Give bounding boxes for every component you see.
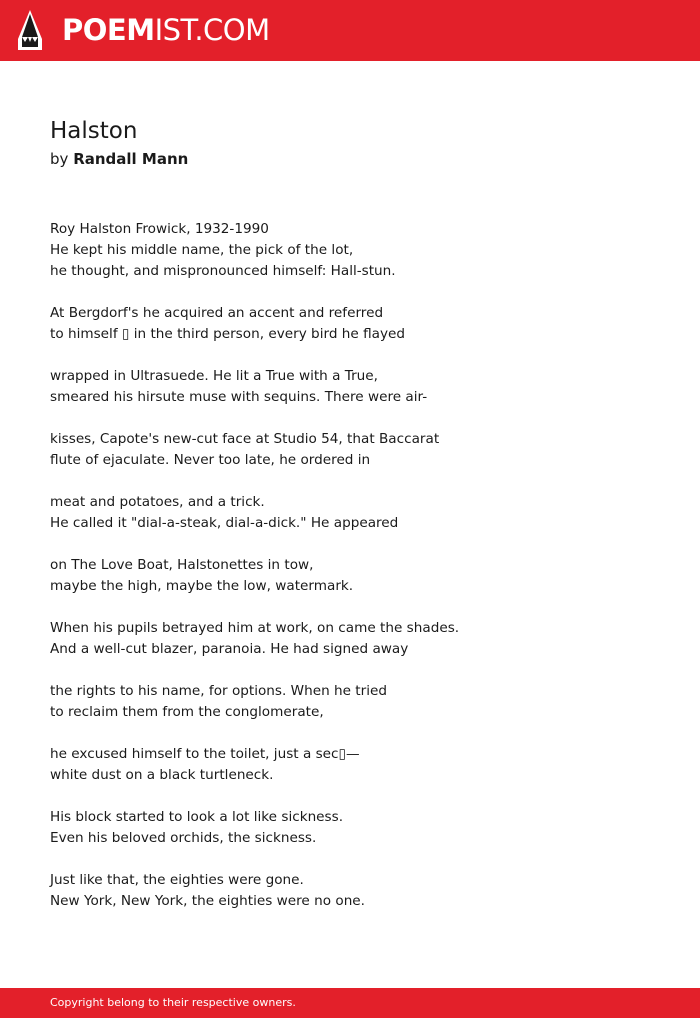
by-label: by <box>50 150 69 168</box>
poem-title: Halston <box>50 118 138 144</box>
poem-line: the rights to his name, for options. When he tried <box>50 683 387 699</box>
poem-line: He called it "dial-a-steak, dial-a-dick." He appeared <box>50 515 399 531</box>
poem-line: New York, New York, the eighties were no one. <box>50 893 365 909</box>
stanza-gap <box>50 849 650 870</box>
poem-line: on The Love Boat, Halstonettes in tow, <box>50 557 314 573</box>
author-name: Randall Mann <box>73 150 189 168</box>
poem-line: maybe the high, maybe the low, watermark. <box>50 578 354 594</box>
poem-line: Just like that, the eighties were gone. <box>50 872 304 888</box>
poem-line: Roy Halston Frowick, 1932-1990 <box>50 221 269 237</box>
copyright-notice: Copyright belong to their respective owners. <box>50 996 296 1009</box>
site-footer <box>0 988 700 1018</box>
stanza-gap <box>50 660 650 681</box>
poem-line: to reclaim them from the conglomerate, <box>50 704 324 720</box>
stanza-gap <box>50 534 650 555</box>
stanza-gap <box>50 408 650 429</box>
stanza-gap <box>50 723 650 744</box>
poem-line: wrapped in Ultrasuede. He lit a True with a True, <box>50 368 378 384</box>
site-header <box>0 0 700 61</box>
poem-line: to himself ▯ in the third person, every bird he flayed <box>50 326 405 342</box>
pencil-tip-icon[interactable] <box>17 9 43 51</box>
stanza-gap <box>50 471 650 492</box>
stanza-gap <box>50 786 650 807</box>
poem-line: Even his beloved orchids, the sickness. <box>50 830 317 846</box>
poem-line: And a well-cut blazer, paranoia. He had signed away <box>50 641 409 657</box>
poem-line: flute of ejaculate. Never too late, he ordered in <box>50 452 371 468</box>
poem-line: When his pupils betrayed him at work, on came the shades. <box>50 620 460 636</box>
stanza-gap <box>50 282 650 303</box>
poem-line: he thought, and mispronounced himself: Hall-stun. <box>50 263 396 279</box>
stanza-gap <box>50 345 650 366</box>
poem-line: His block started to look a lot like sickness. <box>50 809 344 825</box>
logo-brand-bold: POEM <box>62 13 155 47</box>
poem-body <box>50 219 650 912</box>
poem-line: At Bergdorf's he acquired an accent and referred <box>50 305 384 321</box>
poem-line: meat and potatoes, and a trick. <box>50 494 265 510</box>
site-logo[interactable] <box>62 13 270 47</box>
poem-line: He kept his middle name, the pick of the lot, <box>50 242 354 258</box>
poem-line: smeared his hirsute muse with sequins. There were air- <box>50 389 428 405</box>
poem-line: kisses, Capote's new-cut face at Studio 54, that Baccarat <box>50 431 440 447</box>
poem-line: he excused himself to the toilet, just a sec▯— <box>50 746 360 762</box>
logo-brand-light: IST.COM <box>154 13 270 47</box>
stanza-gap <box>50 597 650 618</box>
poem-byline <box>50 149 188 169</box>
poem-line: white dust on a black turtleneck. <box>50 767 274 783</box>
